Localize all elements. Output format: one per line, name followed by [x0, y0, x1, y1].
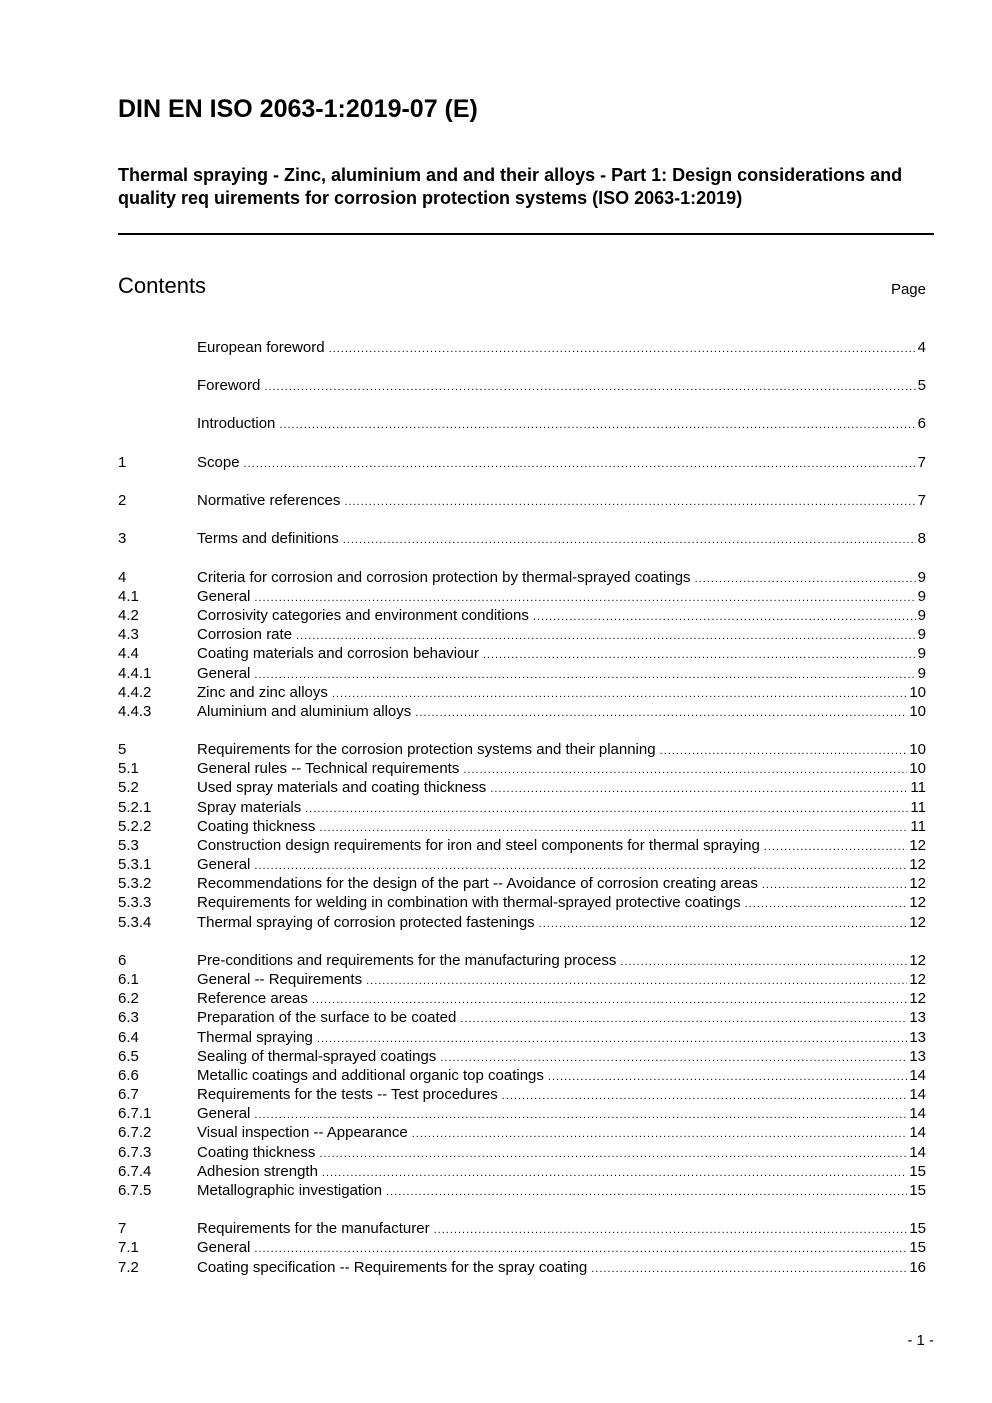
toc-entry-title: Metallographic investigation [197, 1182, 383, 1199]
toc-entry-page: 10 [909, 760, 926, 777]
toc-entry[interactable] [118, 587, 926, 606]
toc-entry-page: 14 [909, 1124, 926, 1141]
toc-entry-title: Metallic coatings and additional organic top coatings [197, 1067, 544, 1084]
toc-entry-number: 6.7.2 [118, 1124, 152, 1141]
toc-dot-leader [244, 455, 916, 474]
toc-entry-title: Aluminium and aluminium alloys [197, 703, 412, 720]
toc-entry[interactable] [118, 913, 926, 932]
toc-dot-leader [415, 704, 907, 723]
toc-entry-title: Coating materials and corrosion behaviour [197, 645, 479, 662]
toc-dot-leader [745, 895, 908, 914]
toc-entry-page: 15 [909, 1220, 926, 1237]
toc-entry-title: Scope [197, 454, 240, 471]
toc-entry-title: Used spray materials and coating thickness [197, 779, 487, 796]
toc-entry-number: 5 [118, 741, 127, 758]
toc-entry-title: Corrosivity categories and environment conditions [197, 607, 529, 624]
toc-entry-number: 5.3.1 [118, 856, 152, 873]
toc-entry-page: 14 [909, 1105, 926, 1122]
toc-entry-page: 10 [909, 703, 926, 720]
toc-entry-title: General [197, 1105, 251, 1122]
toc-entry[interactable] [118, 664, 926, 683]
document-identifier: DIN EN ISO 2063-1:2019-07 (E) [118, 95, 478, 123]
toc-entry-number: 5.3.3 [118, 894, 152, 911]
toc-entry-title: Coating thickness [197, 1144, 316, 1161]
toc-dot-leader [539, 915, 908, 934]
toc-entry-number: 5.1 [118, 760, 139, 777]
toc-entry-page: 10 [909, 741, 926, 758]
toc-entry[interactable] [118, 836, 926, 855]
toc-entry-page: 14 [909, 1144, 926, 1161]
toc-entry[interactable] [118, 874, 926, 893]
toc-entry-page: 12 [909, 914, 926, 931]
toc-entry-page: 13 [909, 1048, 926, 1065]
toc-entry-number: 6.7.3 [118, 1144, 152, 1161]
toc-entry[interactable] [118, 1104, 926, 1123]
toc-entry-page: 8 [917, 530, 926, 547]
toc-entry-number: 3 [118, 530, 127, 547]
toc-entry-page: 11 [910, 818, 926, 835]
toc-entry[interactable] [118, 740, 926, 759]
toc-entry-page: 12 [909, 990, 926, 1007]
toc-entry-title: Coating specification -- Requirements for the spray coating [197, 1259, 588, 1276]
toc-entry-page: 15 [909, 1163, 926, 1180]
toc-entry-page: 16 [909, 1259, 926, 1276]
toc-entry[interactable] [118, 1258, 926, 1277]
toc-dot-leader [591, 1260, 907, 1279]
toc-entry[interactable] [118, 1085, 926, 1104]
toc-entry-title: Zinc and zinc alloys [197, 684, 328, 701]
toc-entry-number: 6.5 [118, 1048, 139, 1065]
toc-entry-number: 6.7.1 [118, 1105, 152, 1122]
toc-entry[interactable] [118, 1238, 926, 1257]
toc-entry-number: 7 [118, 1220, 127, 1237]
toc-dot-leader [483, 646, 916, 665]
toc-entry-number: 5.3.4 [118, 914, 152, 931]
toc-dot-leader [279, 416, 915, 435]
toc-entry-number: 5.2.2 [118, 818, 152, 835]
toc-entry-page: 15 [909, 1182, 926, 1199]
toc-entry-page: 7 [917, 492, 926, 509]
toc-entry-number: 4.4.2 [118, 684, 152, 701]
toc-entry[interactable] [118, 1181, 926, 1200]
toc-entry[interactable] [118, 1219, 926, 1238]
toc-entry[interactable] [118, 625, 926, 644]
toc-entry-title: Terms and definitions [197, 530, 339, 547]
table-of-contents [118, 0, 926, 1403]
toc-entry-page: 9 [917, 626, 926, 643]
toc-dot-leader [329, 340, 916, 359]
toc-entry[interactable] [118, 1143, 926, 1162]
toc-entry-page: 14 [909, 1086, 926, 1103]
toc-entry-title: Visual inspection -- Appearance [197, 1124, 408, 1141]
toc-entry[interactable] [118, 1047, 926, 1066]
toc-entry-title: European foreword [197, 339, 325, 356]
toc-entry-number: 6.3 [118, 1009, 139, 1026]
toc-entry-number: 5.2 [118, 779, 139, 796]
toc-entry-page: 9 [917, 645, 926, 662]
toc-entry-title: Thermal spraying of corrosion protected fastenings [197, 914, 535, 931]
toc-entry-title: General rules -- Technical requirements [197, 760, 460, 777]
toc-entry-title: Introduction [197, 415, 276, 432]
toc-entry-page: 12 [909, 952, 926, 969]
toc-entry-number: 4.4.1 [118, 665, 152, 682]
page-column-label: Page [890, 281, 926, 298]
toc-entry[interactable] [118, 1123, 926, 1142]
toc-entry[interactable] [118, 338, 926, 357]
toc-dot-leader [344, 493, 915, 512]
toc-entry-number: 6.2 [118, 990, 139, 1007]
toc-entry-title: Recommendations for the design of the part -- Avoidance of corrosion creating areas [197, 875, 758, 892]
toc-entry-page: 14 [909, 1067, 926, 1084]
toc-entry[interactable] [118, 855, 926, 874]
toc-entry[interactable] [118, 817, 926, 836]
toc-dot-leader [412, 1125, 908, 1144]
toc-entry-title: General -- Requirements [197, 971, 363, 988]
toc-entry[interactable] [118, 1066, 926, 1085]
toc-entry-page: 15 [909, 1239, 926, 1256]
toc-entry[interactable] [118, 989, 926, 1008]
toc-entry-page: 11 [910, 799, 926, 816]
contents-heading: Contents [118, 273, 207, 298]
toc-entry[interactable] [118, 568, 926, 587]
toc-entry[interactable] [118, 893, 926, 912]
toc-entry-number: 4.1 [118, 588, 139, 605]
toc-entry[interactable] [118, 1028, 926, 1047]
toc-entry-number: 7.2 [118, 1259, 139, 1276]
toc-entry[interactable] [118, 453, 926, 472]
toc-entry-title: Construction design requirements for iron and steel components for thermal spraying [197, 837, 760, 854]
toc-entry-number: 6.4 [118, 1029, 139, 1046]
toc-entry-page: 9 [917, 665, 926, 682]
toc-entry-title: Criteria for corrosion and corrosion protection by thermal-sprayed coatings [197, 569, 691, 586]
toc-dot-leader [460, 1010, 907, 1029]
toc-entry-title: Requirements for the tests -- Test procedures [197, 1086, 498, 1103]
toc-entry-title: Requirements for the corrosion protection systems and their planning [197, 741, 656, 758]
toc-entry-title: Preparation of the surface to be coated [197, 1009, 457, 1026]
toc-entry-title: Reference areas [197, 990, 308, 1007]
toc-entry[interactable] [118, 606, 926, 625]
toc-entry-number: 4.4 [118, 645, 139, 662]
toc-entry-title: Normative references [197, 492, 341, 509]
toc-entry-title: Sealing of thermal-sprayed coatings [197, 1048, 437, 1065]
toc-entry-number: 4.2 [118, 607, 139, 624]
toc-entry-page: 9 [917, 588, 926, 605]
toc-entry-number: 6 [118, 952, 127, 969]
toc-entry-page: 6 [917, 415, 926, 432]
toc-entry-page: 9 [917, 569, 926, 586]
toc-entry-title: Spray materials [197, 799, 302, 816]
toc-entry-number: 6.7.4 [118, 1163, 152, 1180]
toc-entry-title: Corrosion rate [197, 626, 293, 643]
toc-entry-title: General [197, 1239, 251, 1256]
document-title: Thermal spraying - Zinc, aluminium and and their alloys - Part 1: Design considerations and quality req uirements for corrosion protection systems (ISO 2063-1:2019) [118, 165, 903, 208]
toc-entry-page: 12 [909, 837, 926, 854]
toc-entry[interactable] [118, 759, 926, 778]
toc-entry[interactable] [118, 683, 926, 702]
toc-entry[interactable] [118, 376, 926, 395]
toc-entry-title: Thermal spraying [197, 1029, 313, 1046]
toc-dot-leader [343, 531, 916, 550]
toc-entry-number: 7.1 [118, 1239, 139, 1256]
toc-entry-number: 5.2.1 [118, 799, 152, 816]
toc-entry-title: General [197, 588, 251, 605]
toc-entry-page: 4 [917, 339, 926, 356]
toc-entry-number: 6.6 [118, 1067, 139, 1084]
toc-entry-title: Adhesion strength [197, 1163, 318, 1180]
toc-entry[interactable] [118, 529, 926, 548]
toc-entry-title: Foreword [197, 377, 261, 394]
toc-entry-page: 12 [909, 856, 926, 873]
toc-entry-number: 5.3.2 [118, 875, 152, 892]
toc-entry[interactable] [118, 414, 926, 433]
page-number: - 1 - [907, 1332, 934, 1349]
toc-entry-number: 6.7 [118, 1086, 139, 1103]
toc-entry-number: 6.7.5 [118, 1182, 152, 1199]
toc-entry-page: 12 [909, 875, 926, 892]
toc-entry[interactable] [118, 491, 926, 510]
toc-entry-number: 4 [118, 569, 127, 586]
toc-entry-page: 7 [917, 454, 926, 471]
toc-entry-number: 2 [118, 492, 127, 509]
toc-entry[interactable] [118, 1008, 926, 1027]
toc-entry-number: 5.3 [118, 837, 139, 854]
toc-entry-number: 6.1 [118, 971, 139, 988]
toc-entry[interactable] [118, 644, 926, 663]
toc-entry[interactable] [118, 1162, 926, 1181]
toc-entry-number: 1 [118, 454, 127, 471]
toc-dot-leader [386, 1183, 907, 1202]
toc-dot-leader [264, 378, 915, 397]
toc-dot-leader [254, 1240, 907, 1259]
toc-entry-page: 13 [909, 1029, 926, 1046]
toc-entry-number: 4.3 [118, 626, 139, 643]
toc-entry-page: 13 [909, 1009, 926, 1026]
toc-entry-title: Pre-conditions and requirements for the manufacturing process [197, 952, 617, 969]
toc-entry[interactable] [118, 702, 926, 721]
toc-entry-page: 9 [917, 607, 926, 624]
toc-entry-title: Coating thickness [197, 818, 316, 835]
toc-entry-title: Requirements for welding in combination with thermal-sprayed protective coatings [197, 894, 741, 911]
toc-entry-title: General [197, 856, 251, 873]
toc-entry-title: General [197, 665, 251, 682]
toc-entry-page: 12 [909, 894, 926, 911]
toc-entry-page: 11 [910, 779, 926, 796]
toc-entry-title: Requirements for the manufacturer [197, 1220, 430, 1237]
toc-entry[interactable] [118, 951, 926, 970]
toc-entry-page: 12 [909, 971, 926, 988]
toc-entry[interactable] [118, 778, 926, 797]
toc-entry[interactable] [118, 970, 926, 989]
toc-entry-page: 10 [909, 684, 926, 701]
toc-entry-number: 4.4.3 [118, 703, 152, 720]
toc-entry[interactable] [118, 798, 926, 817]
toc-dot-leader [490, 780, 908, 799]
toc-entry-page: 5 [917, 377, 926, 394]
